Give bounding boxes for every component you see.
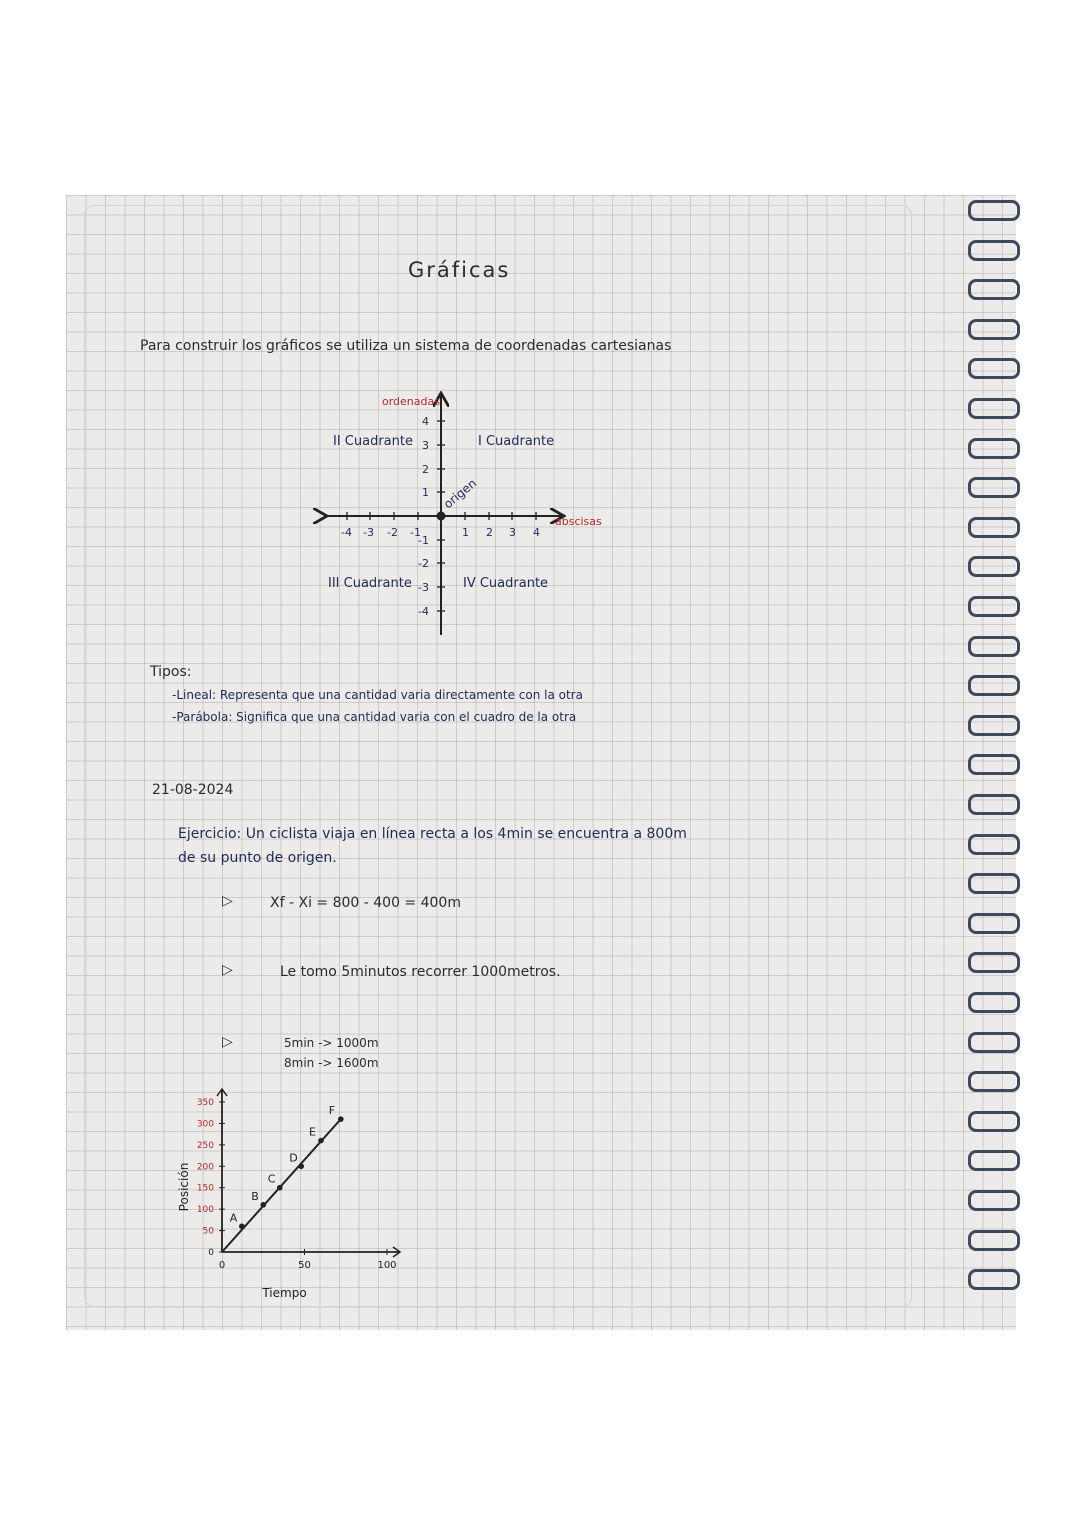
spiral-ring	[968, 834, 1020, 855]
chart-x-tick-label: 50	[298, 1260, 311, 1271]
spiral-ring	[968, 240, 1020, 261]
quadrant-1-label: I Cuadrante	[478, 434, 555, 449]
types-heading: Tipos:	[150, 664, 192, 680]
x-tick-label-neg3: -3	[363, 526, 374, 539]
spiral-ring	[968, 477, 1020, 498]
spiral-ring	[968, 1032, 1020, 1053]
quadrant-2-label: II Cuadrante	[333, 434, 413, 449]
spiral-ring	[968, 517, 1020, 538]
y-tick-label-neg3: -3	[418, 581, 429, 594]
spiral-ring	[968, 1150, 1020, 1171]
chart-y-tick-label: 300	[196, 1119, 214, 1130]
spiral-ring	[968, 794, 1020, 815]
position-time-chart	[170, 1082, 410, 1312]
y-tick-label-neg2: -2	[418, 557, 429, 570]
spiral-binding	[962, 192, 1022, 1312]
x-tick-label-4: 4	[533, 526, 540, 539]
spiral-ring	[968, 1269, 1020, 1290]
spiral-ring	[968, 596, 1020, 617]
spiral-ring	[968, 1230, 1020, 1251]
y-tick-label-1: 1	[422, 486, 429, 499]
x-tick-label-neg1: -1	[410, 526, 421, 539]
bullet-1-icon: ▷	[222, 893, 233, 909]
chart-point-e	[318, 1138, 324, 1144]
ordinate-label: ordenadas	[382, 395, 440, 408]
spiral-ring	[968, 358, 1020, 379]
chart-y-tick-label: 200	[196, 1162, 214, 1173]
chart-point-label-a: A	[229, 1211, 238, 1225]
chart-point-c	[277, 1185, 283, 1191]
spiral-ring	[968, 873, 1020, 894]
spiral-ring	[968, 754, 1020, 775]
spiral-ring	[968, 952, 1020, 973]
chart-point-label-b: B	[251, 1189, 259, 1203]
spiral-ring	[968, 319, 1020, 340]
entry-date: 21-08-2024	[152, 782, 234, 798]
spiral-ring	[968, 556, 1020, 577]
exercise-statement-line1: Ejercicio: Un ciclista viaja en línea recta a los 4min se encuentra a 800m	[178, 826, 687, 842]
chart-point-b	[260, 1202, 266, 1208]
x-tick-label-neg2: -2	[387, 526, 398, 539]
chart-y-tick-label: 350	[196, 1098, 214, 1108]
chart-y-label: Posición	[177, 1162, 191, 1212]
spiral-ring	[968, 1071, 1020, 1092]
y-tick-label-2: 2	[422, 463, 429, 476]
cartesian-plane-diagram	[300, 385, 640, 645]
spiral-ring	[968, 913, 1020, 934]
spiral-ring	[968, 1190, 1020, 1211]
spiral-ring	[968, 279, 1020, 300]
chart-y-tick-label: 50	[202, 1226, 214, 1237]
spiral-ring	[968, 398, 1020, 419]
chart-point-label-f: F	[328, 1104, 336, 1118]
spiral-ring	[968, 636, 1020, 657]
page-title: Gráficas	[408, 258, 511, 282]
bullet-1-text: Xf - Xi = 800 - 400 = 400m	[270, 895, 461, 911]
spiral-ring	[968, 715, 1020, 736]
spiral-ring	[968, 438, 1020, 459]
spiral-ring	[968, 200, 1020, 221]
quadrant-4-label: IV Cuadrante	[463, 576, 549, 591]
quadrant-3-label: III Cuadrante	[328, 576, 412, 591]
x-tick-label-2: 2	[486, 526, 493, 539]
y-tick-label-4: 4	[422, 415, 429, 428]
intro-text: Para construir los gráficos se utiliza un sistema de coordenadas cartesianas	[140, 338, 672, 354]
origin-label: origen	[440, 476, 480, 512]
abscissa-label: abscisas	[555, 515, 602, 528]
bullet-2-text: Le tomo 5minutos recorrer 1000metros.	[280, 964, 561, 980]
chart-point-f	[338, 1116, 344, 1122]
chart-y-tick-label: 100	[196, 1205, 214, 1216]
types-lineal: -Lineal: Representa que una cantidad varia directamente con la otra	[172, 688, 583, 702]
bullet-3-line2: 8min -> 1600m	[284, 1056, 379, 1070]
chart-x-label: Tiempo	[262, 1286, 307, 1300]
y-tick-label-neg4: -4	[418, 605, 429, 618]
spiral-ring	[968, 1111, 1020, 1132]
chart-point-label-d: D	[289, 1151, 298, 1165]
chart-point-d	[298, 1163, 304, 1169]
exercise-statement-line2: de su punto de origen.	[178, 850, 337, 866]
chart-y-tick-label: 0	[208, 1248, 214, 1258]
y-tick-label-neg1: -1	[418, 534, 429, 547]
y-tick-label-3: 3	[422, 439, 429, 452]
chart-point-a	[239, 1223, 245, 1229]
chart-y-tick-label: 250	[196, 1140, 214, 1151]
x-tick-label-3: 3	[509, 526, 516, 539]
spiral-ring	[968, 992, 1020, 1013]
origin-point	[437, 512, 446, 521]
bullet-2-icon: ▷	[222, 962, 233, 978]
types-parabola: -Parábola: Significa que una cantidad varia con el cuadro de la otra	[172, 710, 577, 724]
x-tick-label-1: 1	[462, 526, 469, 539]
x-tick-label-neg4: -4	[341, 526, 352, 539]
spiral-ring	[968, 675, 1020, 696]
bullet-3-icon: ▷	[222, 1034, 233, 1050]
bullet-3-line1: 5min -> 1000m	[284, 1036, 379, 1050]
chart-point-label-c: C	[267, 1172, 276, 1186]
chart-x-tick-label: 0	[218, 1260, 226, 1271]
chart-x-tick-label: 100	[377, 1260, 397, 1271]
chart-y-tick-label: 150	[196, 1183, 214, 1194]
chart-point-label-e: E	[309, 1125, 316, 1139]
